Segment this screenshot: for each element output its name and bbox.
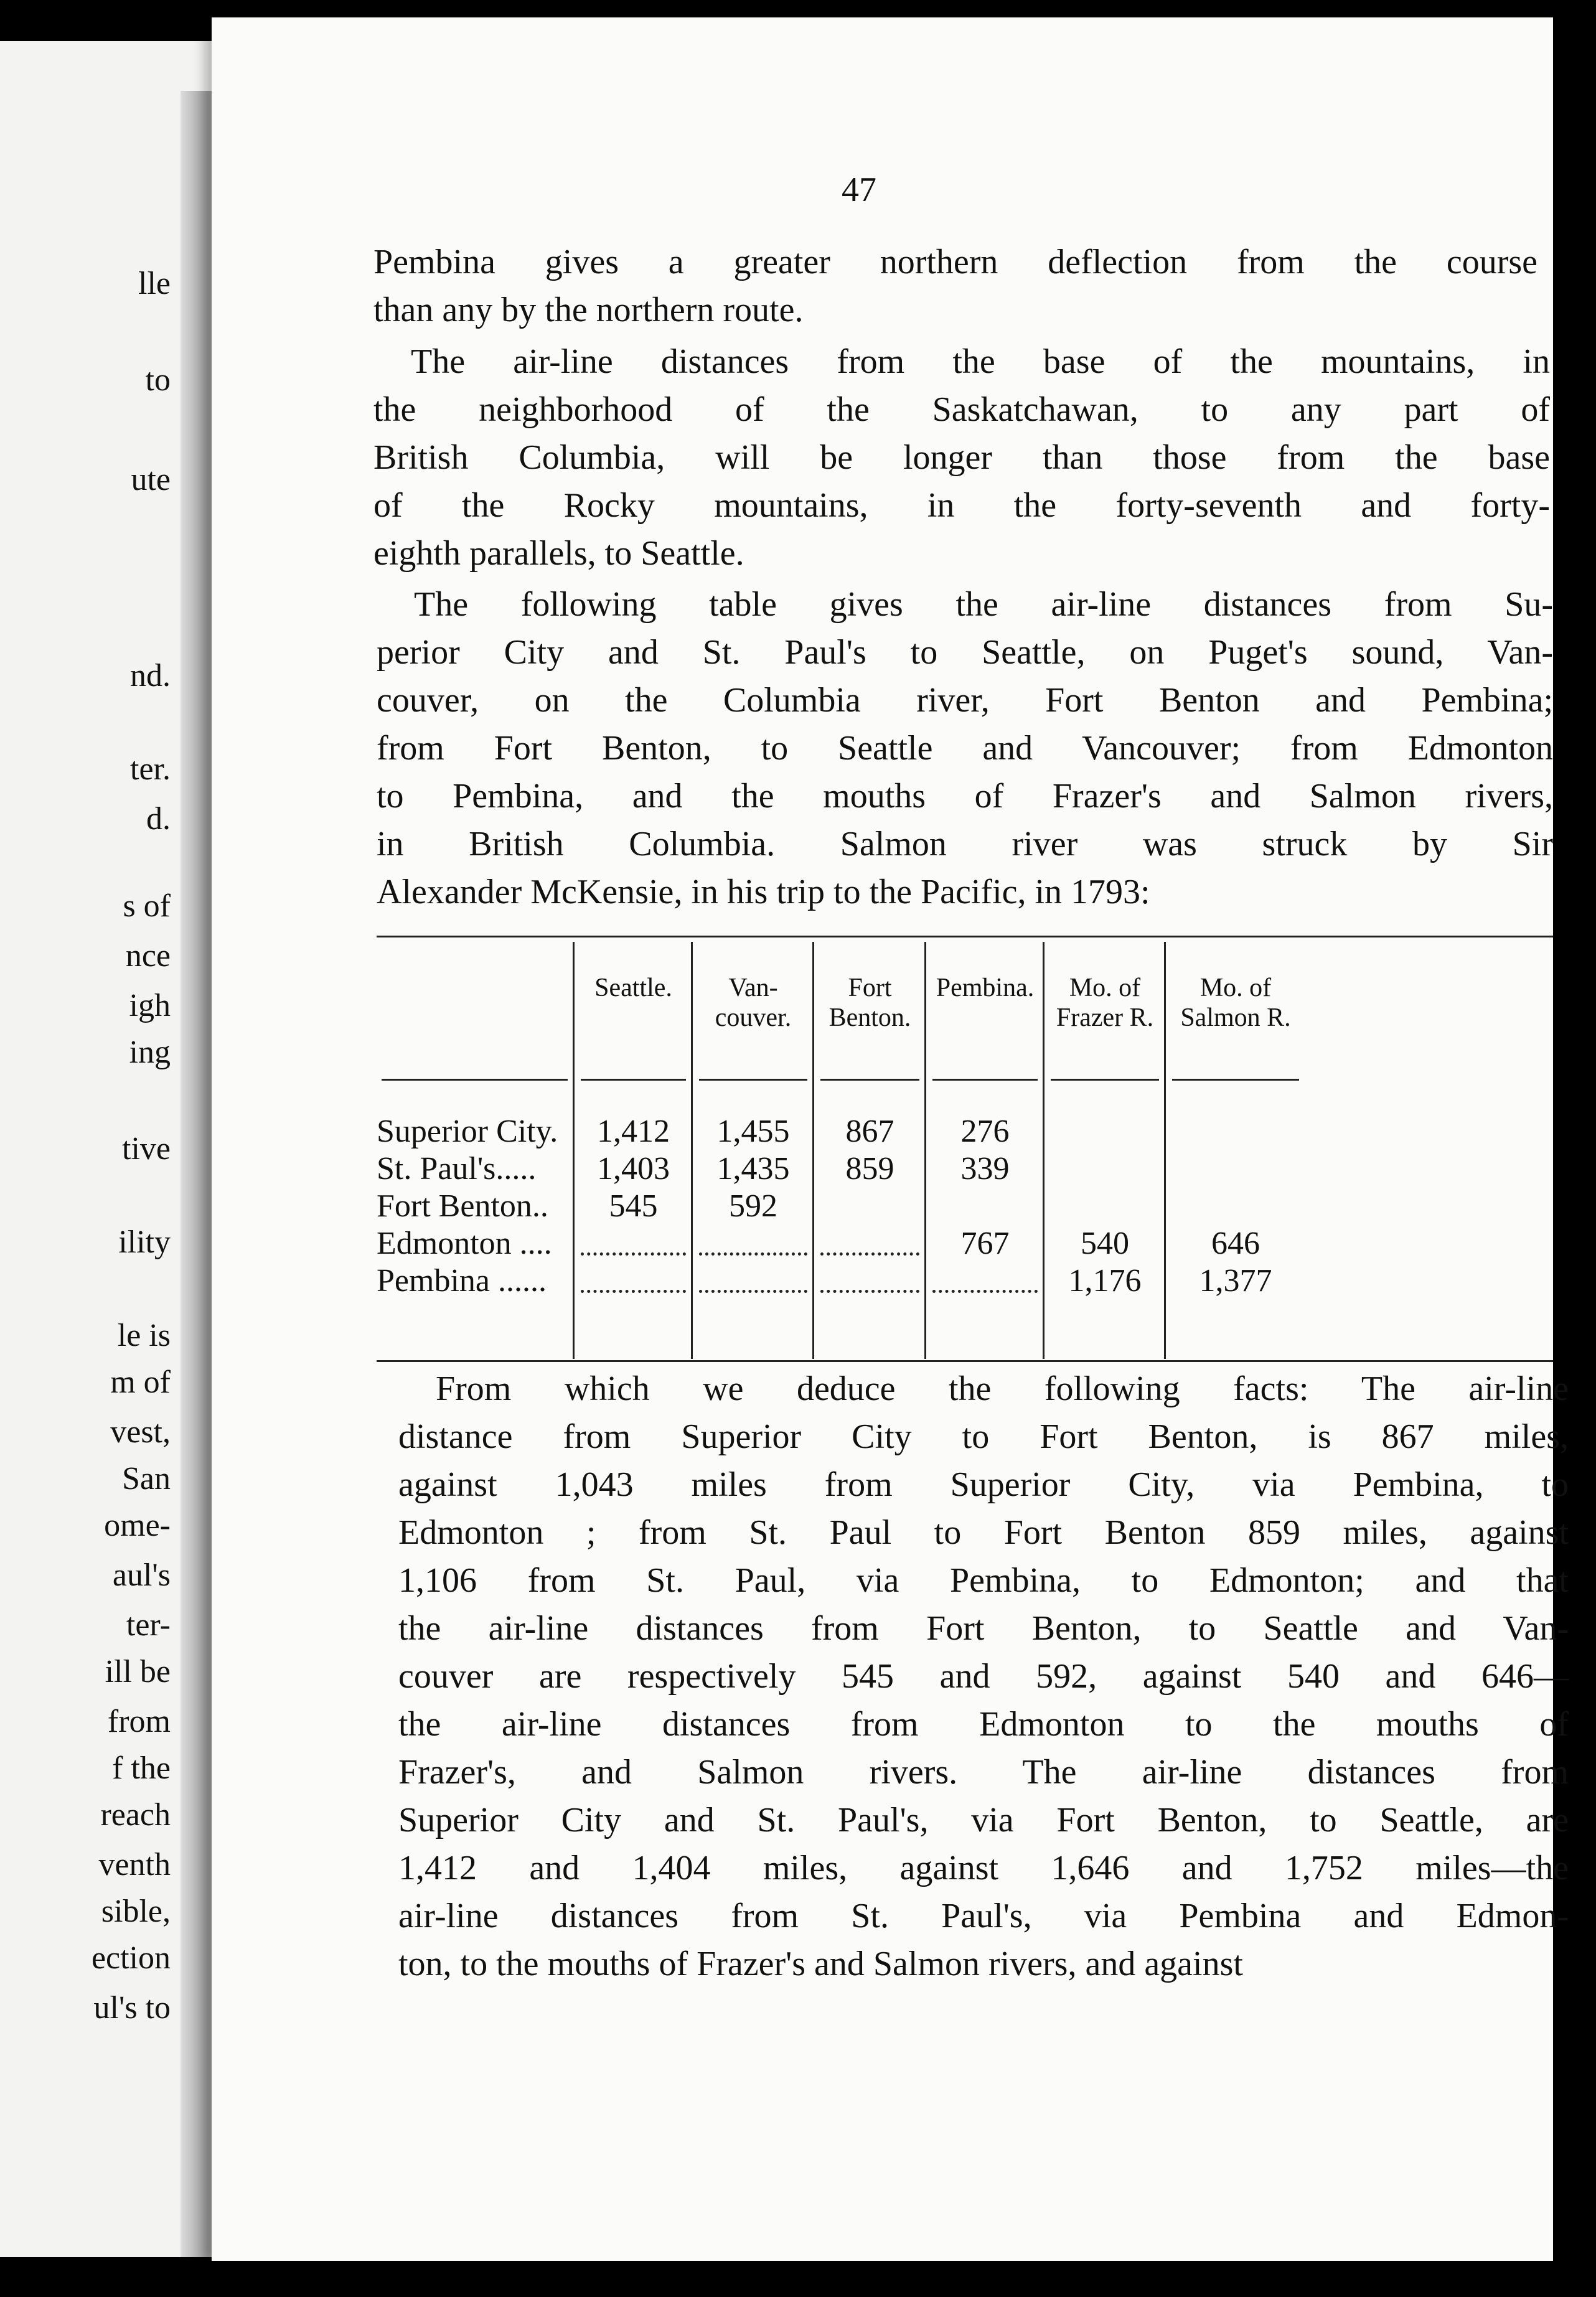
- table-cell: 1,455: [716, 1114, 790, 1149]
- header-underline: [820, 1079, 919, 1081]
- text-line: couver, on the Columbia river, Fort Benton and Pembina;: [377, 681, 1553, 720]
- facing-page-line: tive: [122, 1131, 171, 1167]
- column-header-line: Mo. of: [1069, 974, 1141, 1002]
- text-line: than any by the northern route.: [373, 291, 804, 329]
- column-header-line: Seattle.: [594, 974, 672, 1002]
- column-header: [815, 973, 924, 1033]
- row-label: Fort Benton..: [377, 1188, 548, 1224]
- facing-page-line: lle: [138, 266, 171, 301]
- header-underline: [581, 1079, 686, 1081]
- book-page: [212, 17, 1569, 2261]
- facing-page-line: ility: [118, 1224, 171, 1260]
- table-cell: 767: [960, 1226, 1010, 1261]
- dot-leader: [581, 1252, 686, 1256]
- table-cell: 592: [729, 1188, 777, 1224]
- table-cell: 867: [845, 1114, 894, 1149]
- table-top-rule: [377, 936, 1553, 937]
- header-underline: [1172, 1079, 1299, 1081]
- table-cell: 1,176: [1068, 1263, 1142, 1299]
- text-line: in British Columbia. Salmon river was struck by Sir: [377, 825, 1553, 863]
- text-line: the air-line distances from Fort Benton, to Seattle and Van-: [398, 1609, 1569, 1648]
- column-header-line: Salmon R.: [1180, 1003, 1291, 1032]
- text-line: Superior City and St. Paul's, via Fort Benton, to Seattle, are: [398, 1801, 1569, 1839]
- facing-page-line: reach: [100, 1797, 171, 1833]
- facing-page-line: ill be: [105, 1654, 171, 1689]
- text-line: couver are respectively 545 and 592, against 540 and 646—: [398, 1657, 1569, 1696]
- header-underline: [699, 1079, 807, 1081]
- facing-page-line: igh: [129, 988, 171, 1023]
- text-line: Alexander McKensie, in his trip to the Pacific, in 1793:: [377, 873, 1150, 911]
- column-divider: [924, 942, 926, 1359]
- facing-page-line: ter.: [130, 751, 171, 787]
- facing-page-line: ome-: [104, 1508, 171, 1543]
- text-line: the neighborhood of the Saskatchawan, to any part of: [373, 390, 1550, 429]
- row-label: Edmonton ....: [377, 1226, 552, 1261]
- column-divider: [573, 942, 575, 1359]
- facing-page: [0, 41, 230, 2257]
- facing-page-line: le is: [117, 1318, 171, 1353]
- column-divider: [691, 942, 693, 1359]
- text-line: 1,412 and 1,404 miles, against 1,646 and 1,752 miles—the: [398, 1849, 1569, 1887]
- text-line: From which we deduce the following facts: The air-line: [436, 1369, 1569, 1408]
- page-content: [212, 17, 1569, 2261]
- facing-page-line: d.: [146, 801, 171, 837]
- facing-page-line: nd.: [130, 658, 171, 693]
- header-underline: [1051, 1079, 1159, 1081]
- text-line: ton, to the mouths of Frazer's and Salmon rivers, and against: [398, 1945, 1243, 1983]
- column-header-line: Frazer R.: [1056, 1003, 1154, 1032]
- column-divider: [1043, 942, 1044, 1359]
- table-cell: 276: [960, 1114, 1010, 1149]
- text-line: to Pembina, and the mouths of Frazer's and Salmon rivers,: [377, 777, 1553, 815]
- facing-page-line: f the: [112, 1750, 171, 1786]
- column-header: [576, 973, 691, 1003]
- text-line: 1,106 from St. Paul, via Pembina, to Edmonton; and that: [398, 1561, 1569, 1600]
- text-line: distance from Superior City to Fort Benton, is 867 miles,: [398, 1417, 1569, 1456]
- row-label: Superior City.: [377, 1114, 558, 1149]
- facing-page-line: ul's to: [93, 1990, 171, 2026]
- table-cell: 1,403: [597, 1151, 670, 1186]
- table-cell: 339: [960, 1151, 1010, 1186]
- text-line: Pembina gives a greater northern deflection from the course: [373, 243, 1537, 281]
- header-underline: [932, 1079, 1038, 1081]
- table-cell: 540: [1081, 1226, 1129, 1261]
- header-underline: [382, 1079, 568, 1081]
- text-line: air-line distances from St. Paul's, via Pembina and Edmon-: [398, 1897, 1569, 1935]
- distance-table: [377, 929, 1553, 1362]
- table-cell: 1,377: [1199, 1263, 1272, 1299]
- paragraph-2: [373, 338, 1556, 578]
- facing-page-line: to: [145, 362, 171, 398]
- row-label: St. Paul's.....: [377, 1151, 537, 1186]
- text-line: Edmonton ; from St. Paul to Fort Benton 859 miles, against: [398, 1513, 1569, 1552]
- text-line: The following table gives the air-line distances from Su-: [414, 585, 1553, 624]
- column-header: [694, 973, 812, 1033]
- table-cell: 646: [1211, 1226, 1260, 1261]
- paragraph-4: [398, 1365, 1581, 1988]
- text-line: against 1,043 miles from Superior City, via Pembina, to: [398, 1465, 1569, 1504]
- table-cell: 1,412: [597, 1114, 670, 1149]
- facing-page-line: ute: [131, 462, 171, 497]
- facing-page-line: venth: [98, 1847, 171, 1882]
- text-line: The air-line distances from the base of the mountains, in: [411, 342, 1550, 381]
- facing-page-line: sible,: [101, 1894, 171, 1929]
- paragraph-3: [377, 581, 1559, 916]
- row-label: Pembina ......: [377, 1263, 547, 1299]
- text-line: perior City and St. Paul's to Seattle, on Puget's sound, Van-: [377, 633, 1553, 672]
- text-line: from Fort Benton, to Seattle and Vancouver; from Edmonton: [377, 729, 1553, 768]
- facing-page-line: ection: [91, 1940, 171, 1976]
- facing-page-line: San: [122, 1461, 171, 1496]
- column-header-line: Van-: [728, 974, 778, 1002]
- column-header-line: Mo. of: [1199, 974, 1272, 1002]
- column-header: [927, 973, 1043, 1003]
- paragraph-1: [373, 238, 1556, 334]
- table-cell: 545: [609, 1188, 658, 1224]
- column-header-line: Benton.: [829, 1003, 911, 1032]
- page-number: 47: [842, 171, 876, 209]
- text-line: the air-line distances from Edmonton to the mouths of: [398, 1705, 1569, 1744]
- facing-page-line: ing: [129, 1035, 171, 1070]
- column-header-line: Pembina.: [936, 974, 1035, 1002]
- text-line: eighth parallels, to Seattle.: [373, 534, 744, 573]
- facing-page-line: aul's: [112, 1557, 171, 1593]
- column-header-line: Fort: [848, 974, 892, 1002]
- table-cell: 859: [845, 1151, 894, 1186]
- dot-leader: [820, 1290, 919, 1293]
- dot-leader: [820, 1252, 919, 1256]
- column-divider: [812, 942, 814, 1359]
- dot-leader: [581, 1290, 686, 1293]
- text-line: British Columbia, will be longer than those from the base: [373, 438, 1550, 477]
- facing-page-line: s of: [123, 888, 171, 924]
- facing-page-line: ter-: [126, 1607, 171, 1643]
- table-cell: 1,435: [716, 1151, 790, 1186]
- dot-leader: [699, 1290, 807, 1293]
- table-bottom-rule: [377, 1360, 1553, 1362]
- facing-page-line: nce: [125, 938, 171, 974]
- text-line: Frazer's, and Salmon rivers. The air-line distances from: [398, 1753, 1569, 1792]
- column-header-line: couver.: [715, 1003, 792, 1032]
- facing-page-line: m of: [110, 1365, 171, 1400]
- facing-page-line: vest,: [110, 1414, 171, 1450]
- column-header: [1167, 973, 1304, 1033]
- dot-leader: [699, 1252, 807, 1256]
- column-divider: [1164, 942, 1166, 1359]
- text-line: of the Rocky mountains, in the forty-seventh and forty-: [373, 486, 1550, 525]
- column-header: [1046, 973, 1164, 1033]
- dot-leader: [932, 1290, 1038, 1293]
- facing-page-line: from: [107, 1704, 171, 1739]
